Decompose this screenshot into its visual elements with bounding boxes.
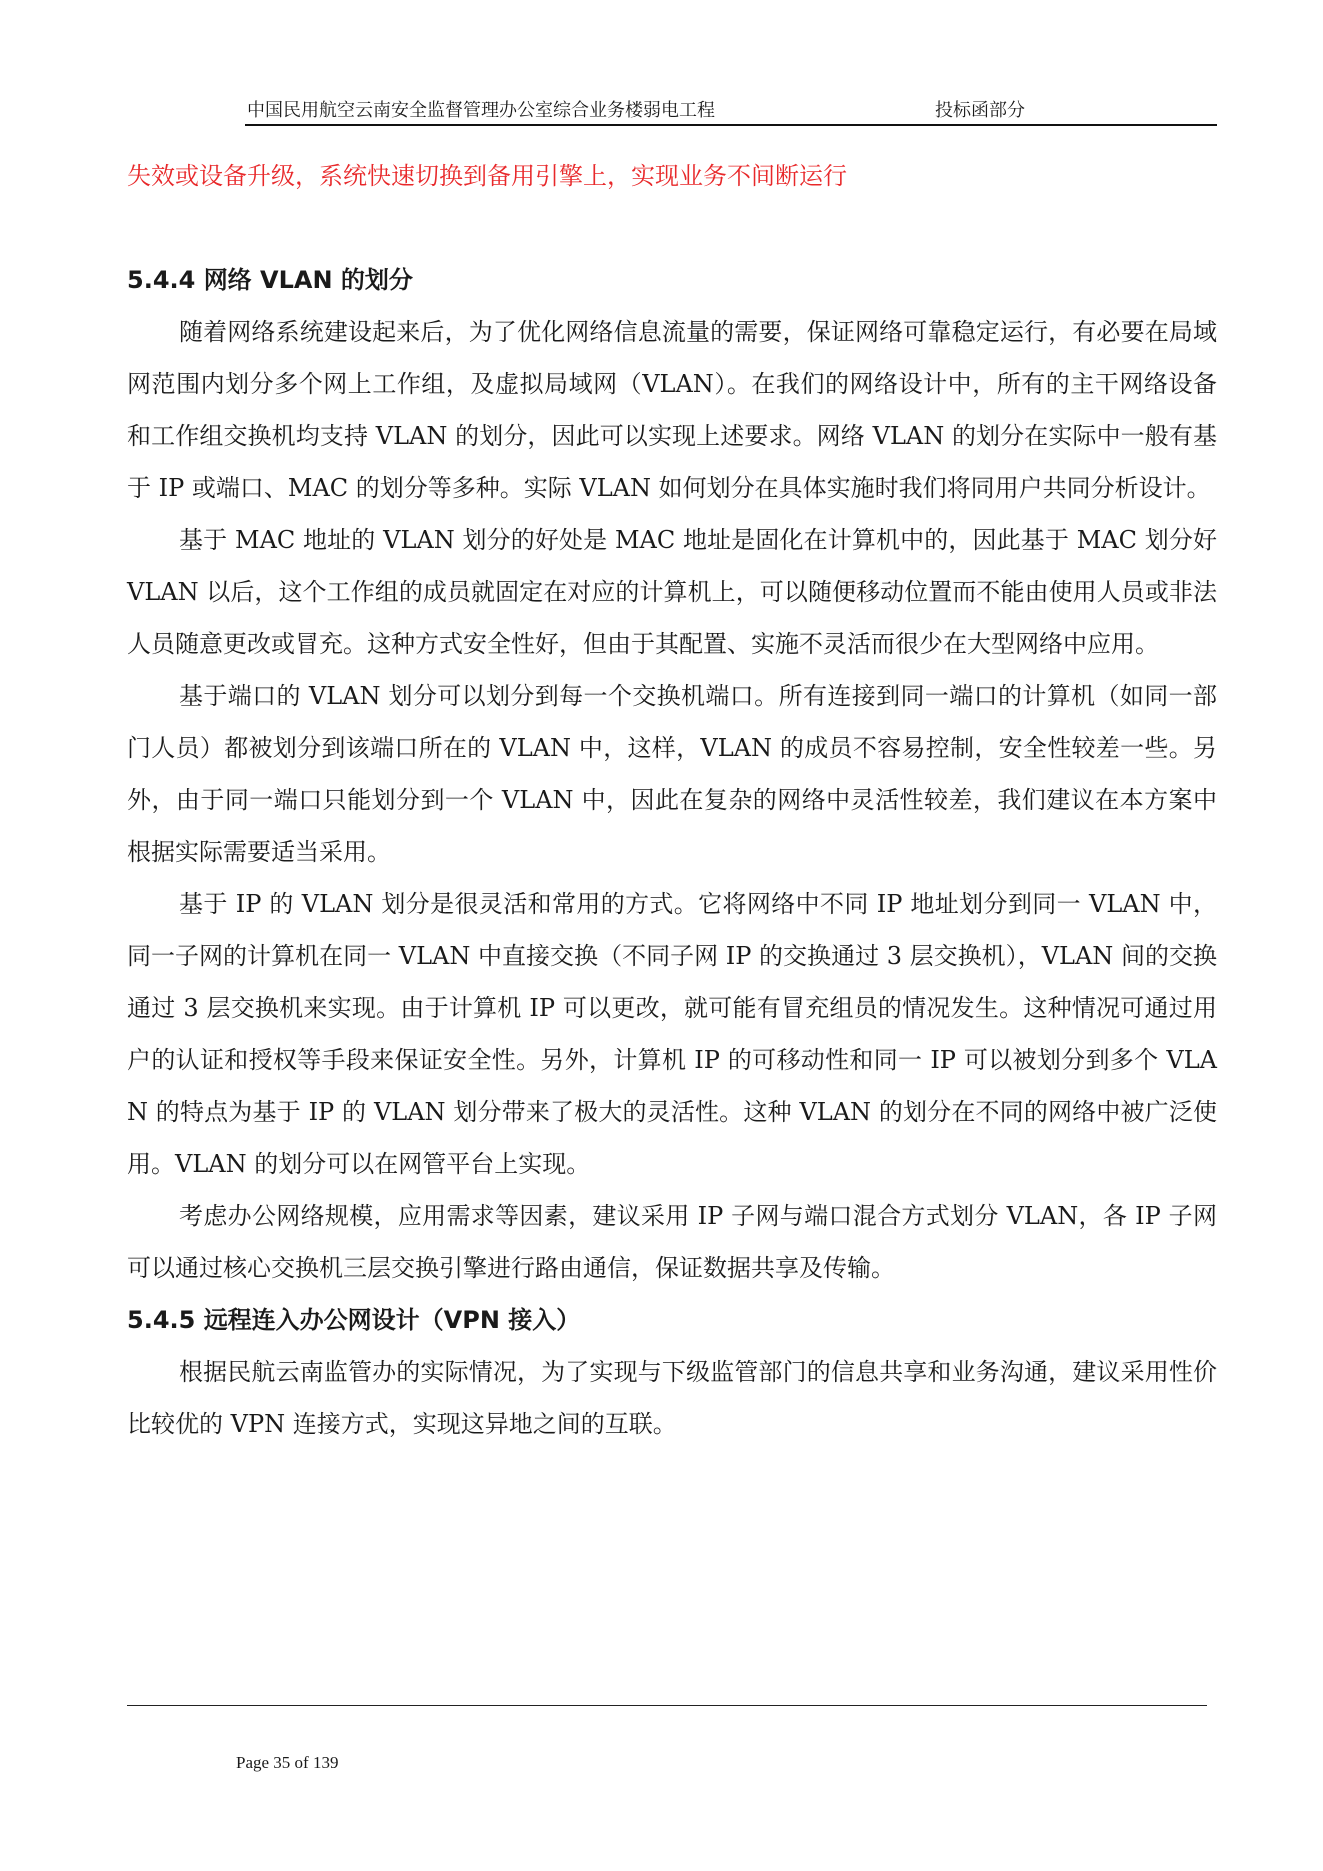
section-title-5-4-4: 5.4.4 网络 VLAN 的划分 <box>127 266 413 294</box>
paragraph-4: 基于 IP 的 VLAN 划分是很灵活和常用的方式。它将网络中不同 IP 地址划分到同一 VLAN 中，同一子网的计算机在同一 VLAN 中直接交换（不同子网 IP 的交换通过 3 层交换机），VLAN 间的交换通过 3 层交换机来实现。由于计算机 IP 可以更改，就可能有冒充组员的情况发生。这种情况可通过用户的认证和授权等手段来保证安全性。另外，计算机 IP 的可移动性和同一 IP 可以被划分到多个 VLAN 的特点为基于 IP 的 VLAN 划分带来了极大的灵活性。这种 VLAN 的划分在不同的网络中被广泛使用。VLAN 的划分可以在网管平台上实现。 <box>127 890 1217 1178</box>
header-title: 中国民用航空云南安全监督管理办公室综合业务楼弱电工程 <box>247 100 715 121</box>
spacer <box>127 202 1217 254</box>
paragraph-1: 随着网络系统建设起来后，为了优化网络信息流量的需要，保证网络可靠稳定运行，有必要在局域网范围内划分多个网上工作组，及虚拟局域网（VLAN）。在我们的网络设计中，所有的主干网络设备和工作组交换机均支持 VLAN 的划分，因此可以实现上述要求。网络 VLAN 的划分在实际中一般有基于 IP 或端口、MAC 的划分等多种。实际 VLAN 如何划分在具体实施时我们将同用户共同分析设计。 <box>127 318 1217 502</box>
paragraph-2: 基于 MAC 地址的 VLAN 划分的好处是 MAC 地址是固化在计算机中的，因此基于 MAC 划分好 VLAN 以后，这个工作组的成员就固定在对应的计算机上，可以随便移动位置而不能由使用人员或非法人员随意更改或冒充。这种方式安全性好，但由于其配置、实施不灵活而很少在大型网络中应用。 <box>127 526 1217 658</box>
page-number: Page 35 of 139 <box>236 1753 339 1772</box>
continued-red-line: 失效或设备升级，系统快速切换到备用引擎上，实现业务不间断运行 <box>127 162 847 190</box>
header-section-label: 投标函部分 <box>935 100 1025 121</box>
document-body <box>127 150 1217 1450</box>
paragraph-6: 根据民航云南监管办的实际情况，为了实现与下级监管部门的信息共享和业务沟通，建议采用性价比较优的 VPN 连接方式，实现这异地之间的互联。 <box>127 1358 1217 1438</box>
section-title-5-4-5: 5.4.5 远程连入办公网设计（VPN 接入） <box>127 1306 581 1334</box>
footer-divider <box>127 1705 1207 1706</box>
paragraph-5: 考虑办公网络规模，应用需求等因素，建议采用 IP 子网与端口混合方式划分 VLAN，各 IP 子网可以通过核心交换机三层交换引擎进行路由通信，保证数据共享及传输。 <box>127 1202 1217 1282</box>
page-header <box>245 96 1217 126</box>
paragraph-3: 基于端口的 VLAN 划分可以划分到每一个交换机端口。所有连接到同一端口的计算机（如同一部门人员）都被划分到该端口所在的 VLAN 中，这样，VLAN 的成员不容易控制，安全性较差一些。另外，由于同一端口只能划分到一个 VLAN 中，因此在复杂的网络中灵活性较差，我们建议在本方案中根据实际需要适当采用。 <box>127 682 1217 866</box>
